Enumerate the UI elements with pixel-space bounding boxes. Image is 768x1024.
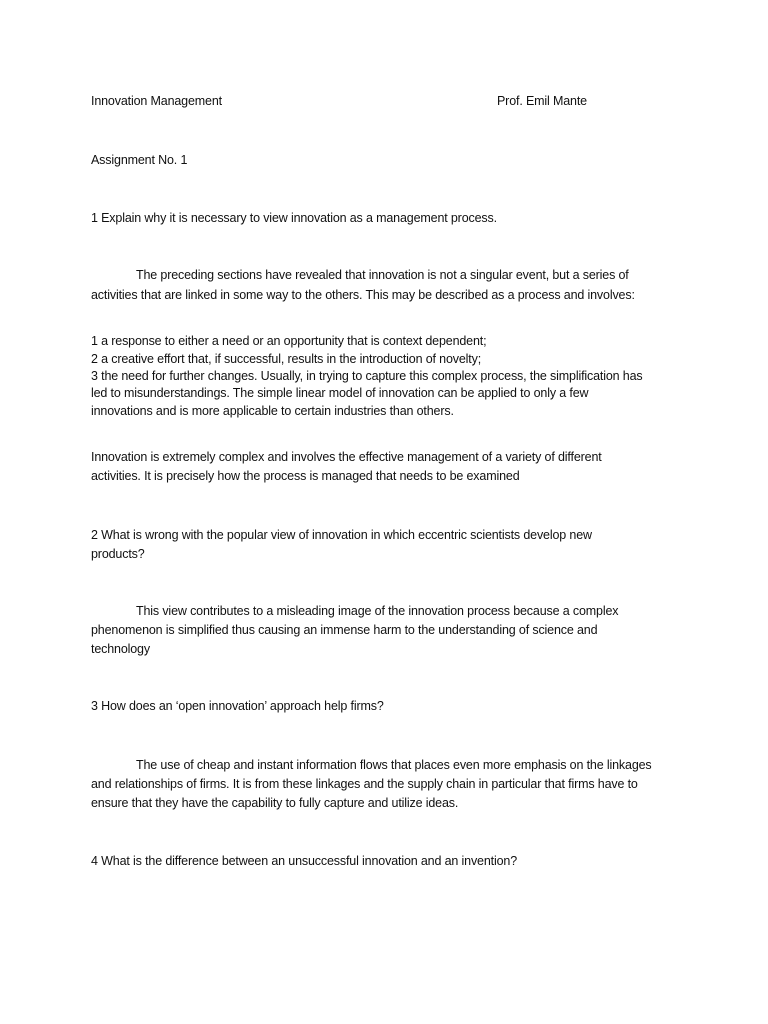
answer-1-list-item: 3 the need for further changes. Usually, in trying to capture this complex process, the simplification has bbox=[91, 369, 643, 383]
answer-1-list-item: 2 a creative effort that, if successful, results in the introduction of novelty; bbox=[91, 352, 482, 366]
answer-1-closing-line: Innovation is extremely complex and involves the effective management of a variety of different bbox=[91, 450, 602, 464]
answer-1-list-item-continued: led to misunderstandings. The simple linear model of innovation can be applied to only a few bbox=[91, 386, 589, 400]
answer-1-list-item-continued: innovations and is more applicable to certain industries than others. bbox=[91, 404, 454, 418]
question-1: 1 Explain why it is necessary to view innovation as a management process. bbox=[91, 211, 497, 225]
course-title: Innovation Management bbox=[91, 94, 222, 108]
answer-1-list-item: 1 a response to either a need or an opportunity that is context dependent; bbox=[91, 334, 487, 348]
answer-1-paragraph-line: activities that are linked in some way to the others. This may be described as a process and involves: bbox=[91, 288, 635, 302]
answer-3-line: ensure that they have the capability to fully capture and utilize ideas. bbox=[91, 796, 459, 810]
answer-2-line: This view contributes to a misleading image of the innovation process because a complex bbox=[136, 604, 619, 618]
answer-3-line: and relationships of firms. It is from these linkages and the supply chain in particular that firms have to bbox=[91, 777, 638, 791]
assignment-title: Assignment No. 1 bbox=[91, 153, 188, 167]
question-2: 2 What is wrong with the popular view of innovation in which eccentric scientists develop new bbox=[91, 528, 592, 542]
answer-2-line: phenomenon is simplified thus causing an immense harm to the understanding of science and bbox=[91, 623, 598, 637]
answer-2-line: technology bbox=[91, 642, 150, 656]
question-2-continued: products? bbox=[91, 547, 145, 561]
answer-1-paragraph-line: The preceding sections have revealed that innovation is not a singular event, but a series of bbox=[136, 268, 629, 282]
professor-name: Prof. Emil Mante bbox=[497, 94, 587, 108]
answer-3-line: The use of cheap and instant information flows that places even more emphasis on the linkages bbox=[136, 758, 652, 772]
answer-1-closing-line: activities. It is precisely how the process is managed that needs to be examined bbox=[91, 469, 520, 483]
question-3: 3 How does an ‘open innovation’ approach help firms? bbox=[91, 699, 384, 713]
question-4: 4 What is the difference between an unsuccessful innovation and an invention? bbox=[91, 854, 518, 868]
